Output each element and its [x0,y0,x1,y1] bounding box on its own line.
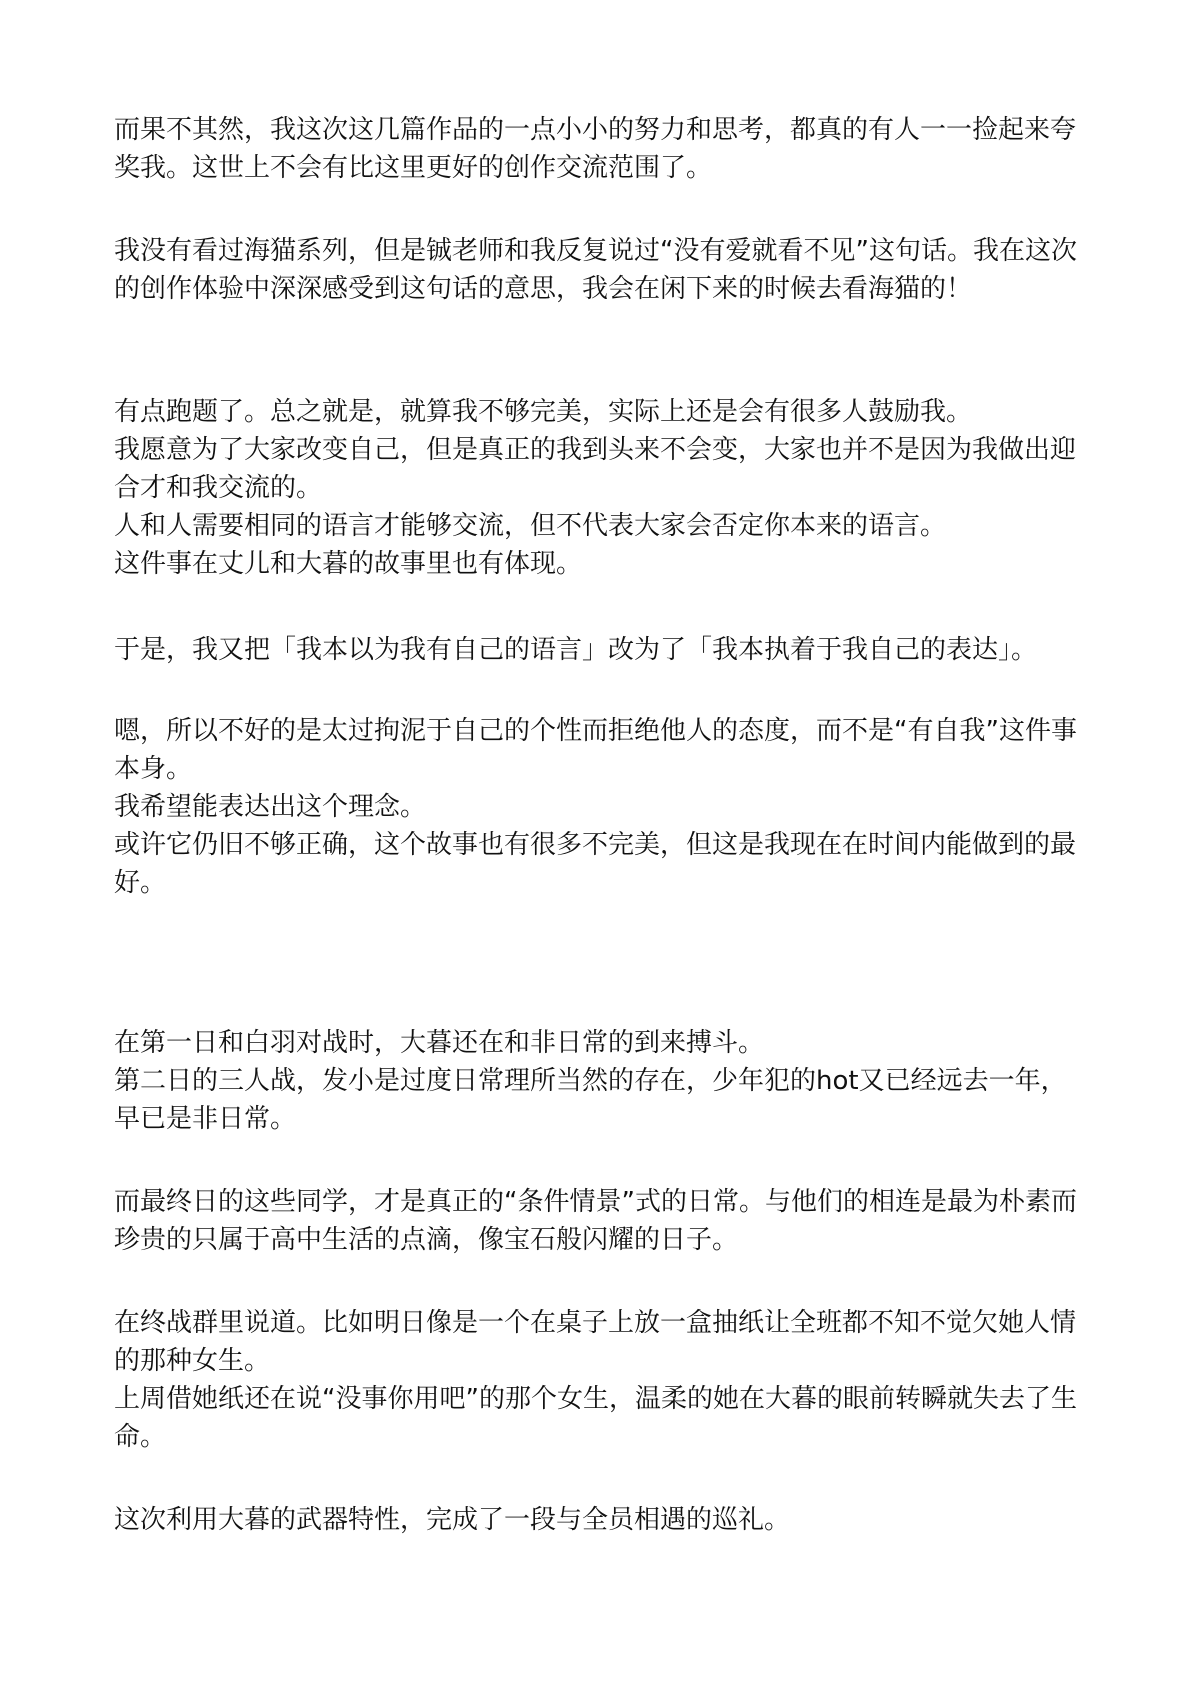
text-line: 本身。 [114,754,193,784]
text-line: 于是，我又把「我本以为我有自己的语言」改为了「我本执着于我自己的表达」。 [114,635,1038,665]
text-line: 而果不其然，我这次这几篇作品的一点小小的努力和思考，都真的有人一一捡起来夸 [114,115,1077,145]
text-line: 早已是非日常。 [114,1104,297,1134]
text-line: 在第一日和白羽对战时，大暮还在和非日常的到来搏斗。 [114,1028,765,1058]
text-line: 我希望能表达出这个理念。 [114,792,427,822]
text-line: 或许它仍旧不够正确，这个故事也有很多不完美，但这是我现在在时间内能做到的最 [114,830,1077,860]
text-line: 这件事在丈儿和大暮的故事里也有体现。 [114,549,583,579]
text-line: 我没有看过海猫系列，但是铖老师和我反复说过“没有爱就看不见”这句话。我在这次 [114,236,1077,266]
text-line: 而最终日的这些同学，才是真正的“条件情景”式的日常。与他们的相连是最为朴素而 [114,1187,1077,1217]
text-line: 嗯，所以不好的是太过拘泥于自己的个性而拒绝他人的态度，而不是“有自我”这件事 [114,716,1077,746]
text-line: 人和人需要相同的语言才能够交流，但不代表大家会否定你本来的语言。 [114,511,947,541]
text-line: 的创作体验中深深感受到这句话的意思，我会在闲下来的时候去看海猫的！ [114,274,973,304]
text-line: 在终战群里说道。比如明日像是一个在桌子上放一盒抽纸让全班都不知不觉欠她人情 [114,1308,1077,1338]
text-line: 珍贵的只属于高中生活的点滴，像宝石般闪耀的日子。 [114,1225,739,1255]
text-line: 奖我。这世上不会有比这里更好的创作交流范围了。 [114,153,713,183]
text-line: 好。 [114,868,167,898]
text-line: 这次利用大暮的武器特性，完成了一段与全员相遇的巡礼。 [114,1505,791,1535]
text-line: 命。 [114,1422,167,1452]
text-line: 有点跑题了。总之就是，就算我不够完美，实际上还是会有很多人鼓励我。 [114,397,973,427]
text-line: 我愿意为了大家改变自己，但是真正的我到头来不会变，大家也并不是因为我做出迎 [114,435,1077,465]
text-line: 第二日的三人战，发小是过度日常理所当然的存在，少年犯的hot又已经远去一年， [114,1066,1067,1096]
text-line: 的那种女生。 [114,1346,271,1376]
text-line: 合才和我交流的。 [114,473,323,503]
text-line: 上周借她纸还在说“没事你用吧”的那个女生，温柔的她在大暮的眼前转瞬就失去了生 [114,1384,1077,1414]
